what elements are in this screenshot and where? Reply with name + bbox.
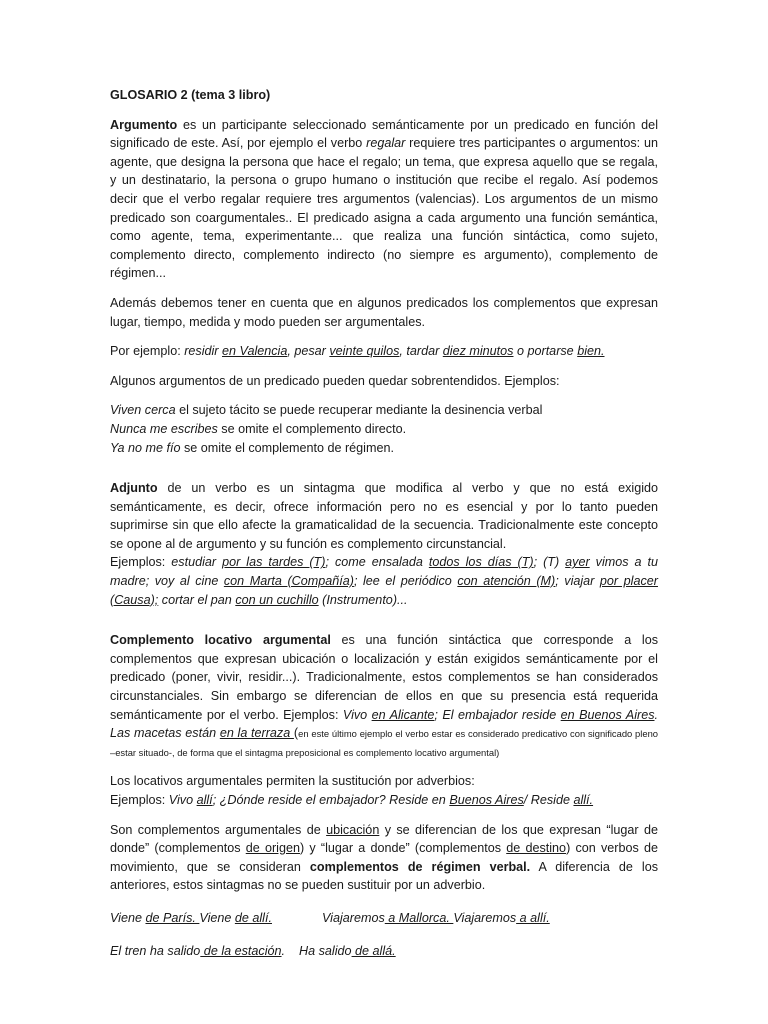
example-line: Viven cerca el sujeto tácito se puede recuperar mediante la desinencia verbal <box>110 403 543 418</box>
paragraph-locativo: Complemento locativo argumental es una función sintáctica que corresponde a los complementos que expresan ubicación o localización y están exigidos semánticamente por el predicado (poner, vivir, residir...). Tradicionalmente, estos complementos se han considerados circunstanciales. Sin embargo se diferencian de ellos en que su presencia está requerida semánticamente por el verbo. Ejemplos: Vivo en Alicante; El embajador reside en Buenos Aires. Las macetas están en la terraza (en este último ejemplo el verbo estar es considerado predicativo con significado pleno –estar situado-, de forma que el sintagma preposicional es complemento locativo argumental) <box>110 633 658 758</box>
paragraph-ademas: Además debemos tener en cuenta que en algunos predicados los complementos que expresan lugar, tiempo, medida y modo pueden ser argumentales. <box>110 295 658 329</box>
term-locativo: Complemento locativo argumental <box>110 633 331 648</box>
paragraph-por-ejemplo: Por ejemplo: residir en Valencia, pesar veinte quilos, tardar diez minutos o portarse bien. <box>110 344 605 359</box>
document-body <box>110 86 658 971</box>
footnote-small: en este último ejemplo el verbo estar es considerado predicativo con significado pleno –estar situado-, de forma que el sintagma preposicional es complemento locativo argumental) <box>110 728 658 758</box>
example-line: Nunca me escribes se omite el complemento directo. <box>110 421 407 436</box>
document-title: GLOSARIO 2 (tema 3 libro) <box>110 88 271 102</box>
paragraph-adjunto: Adjunto de un verbo es un sintagma que modifica al verbo y que no está exigido semánticamente, es decir, ofrece información pero no es esencial y por lo tanto pueden suprimirse sin que ello afecte la gramaticalidad de la secuencia. Tradicionalmente este concepto se opone al de argumento y su función es complemento circunstancial. <box>110 481 658 551</box>
term-adjunto: Adjunto <box>110 481 158 496</box>
paragraph-argumento: Argumento es un participante seleccionado semánticamente por un predicado en función del significado de este. Así, por ejemplo el verbo regalar requiere tres participantes o argumentos: un agente, que designa la persona que hace el regalo; un tema, que expresa aquello que se regala, y un destinatario, la persona o grupo humano o institución que recibe el regalo. Así podemos decir que el verbo regalar requiere tres argumentos (valencias). Los argumentos de un mismo predicado son coargumentales.. El predicado asigna a cada argumento una función semántica, como agente, tema, experimentante... que realiza una función sintáctica, como sujeto, complemento directo, complemento indirecto (no siempre es argumento), complemento de régimen... <box>110 117 658 281</box>
example-line: Ya no me fío se omite el complemento de régimen. <box>110 440 394 455</box>
paragraph-son: Son complementos argumentales de ubicación y se diferencian de los que expresan “lugar de donde” (complementos de origen) y “lugar a donde” (complementos de destino) con verbos de movimiento, que se consideran complementos de régimen verbal. A diferencia de los anteriores, estos sintagmas no se pueden sustituir por un adverbio. <box>110 822 658 893</box>
examples-tren: El tren ha salido de la estación. Ha salido de allá. <box>110 943 396 958</box>
examples-viene: Viene de París. Viene de allí. Viajaremos a Mallorca. Viajaremos a allí. <box>110 910 550 925</box>
paragraph-algunos: Algunos argumentos de un predicado pueden quedar sobrentendidos. Ejemplos: <box>110 373 560 388</box>
paragraph-sustitucion: Los locativos argumentales permiten la sustitución por adverbios: Ejemplos: Vivo allí; ¿Dónde reside el embajador? Reside en Buenos Aires/ Reside allí. <box>110 774 594 807</box>
adjunto-ejemplos: Ejemplos: estudiar por las tardes (T); come ensalada todos los días (T); (T) ayer vimos a tu madre; voy al cine con Marta (Compañía); lee el periódico con atención (M); viajar por placer (Causa); cortar el pan con un cuchillo (Instrumento)... <box>110 555 659 607</box>
term-argumento: Argumento <box>110 117 178 132</box>
examples-sobrentendidos <box>110 401 658 457</box>
